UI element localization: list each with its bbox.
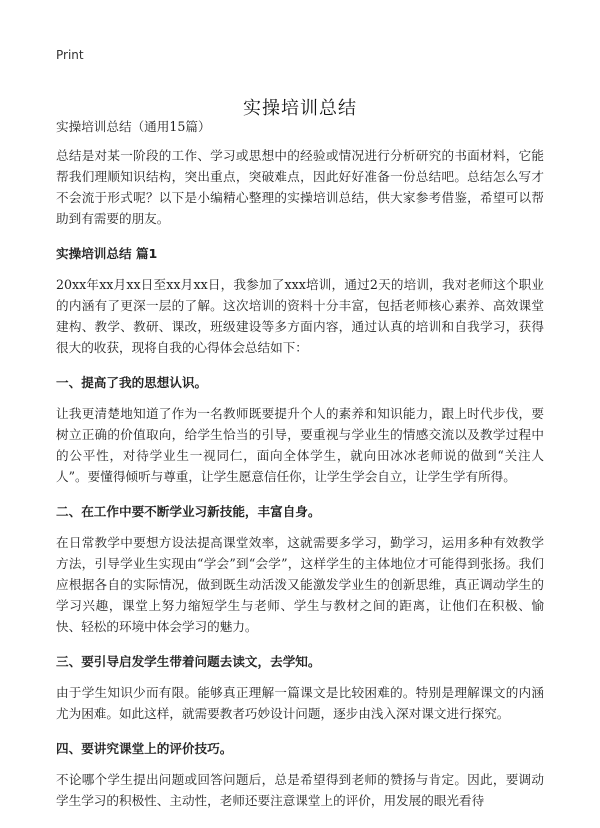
point-heading-2: 二、在工作中要不断学业习新技能，丰富自身。 [56,504,321,519]
print-label[interactable]: Print [56,48,84,62]
section-intro-paragraph: 20xx年xx月xx日至xx月xx日，我参加了xxx培训，通过2天的培训，我对老师这个职业的内涵有了更深一层的了解。这次培训的资料十分丰富，包括老师核心素养、高效课堂建构、教学、教研、课改，班级建设等多方面内容，通过认真的培训和自我学习，获得很大的收获，现将自我的心得体会总结如下： [56,277,544,355]
point-body-2: 在日常教学中要想方设法提高课堂效率，这就需要多学习，勤学习，运用多种有效教学方法，引导学业生实现由“学会”到“会学”，这样学生的主体地位才可能得到张扬。我们应根据各自的实际情况，做到既生动活泼又能激发学业生的创新思维，真正调动学生的学习兴趣，课堂上努力缩短学生与老师、学生与教材之间的距离，让他们在积极、愉快、轻松的环境中体会学习的魅力。 [56,535,544,634]
section-heading: 实操培训总结 篇1 [56,246,158,261]
point-body-3: 由于学生知识少而有限。能够真正理解一篇课文是比较困难的。特别是理解课文的内涵尤为困难。如此这样，就需要教者巧妙设计问题，逐步由浅入深对课文进行探究。 [56,685,544,721]
point-body-4: 不论哪个学生提出问题或回答问题后，总是希望得到老师的赞扬与肯定。因此，要调动学生学习的积极性、主动性，老师还要注意课堂上的评价，用发展的眼光看待 [56,772,544,808]
document-body [56,116,544,821]
point-heading-1: 一、提高了我的思想认识。 [56,375,208,390]
intro-paragraph: 总结是对某一阶段的工作、学习或思想中的经验或情况进行分析研究的书面材料，它能帮我们理顺知识结构，突出重点，突破难点，因此好好准备一份总结吧。总结怎么写才不会流于形式呢？以下是小编精心整理的实操培训总结，供大家参考借鉴，希望可以帮助到有需要的朋友。 [56,148,544,226]
point-body-1: 让我更清楚地知道了作为一名教师既要提升个人的素养和知识能力，跟上时代步伐，要树立正确的价值取向，给学生恰当的引导，要重视与学业生的情感交流以及教学过程中的公平性，对待学业生一视同仁，面向全体学生，就向田冰冰老师说的做到“关注人人”。要懂得倾听与尊重，让学生愿意信任你，让学生学会自立，让学生学有所得。 [56,406,544,484]
point-heading-4: 四、要讲究课堂上的评价技巧。 [56,741,233,756]
document-subtitle: 实操培训总结（通用15篇） [56,119,211,134]
page-title: 实操培训总结 [243,98,357,120]
point-heading-3: 三、要引导启发学生带着问题去读文，去学知。 [56,654,321,669]
